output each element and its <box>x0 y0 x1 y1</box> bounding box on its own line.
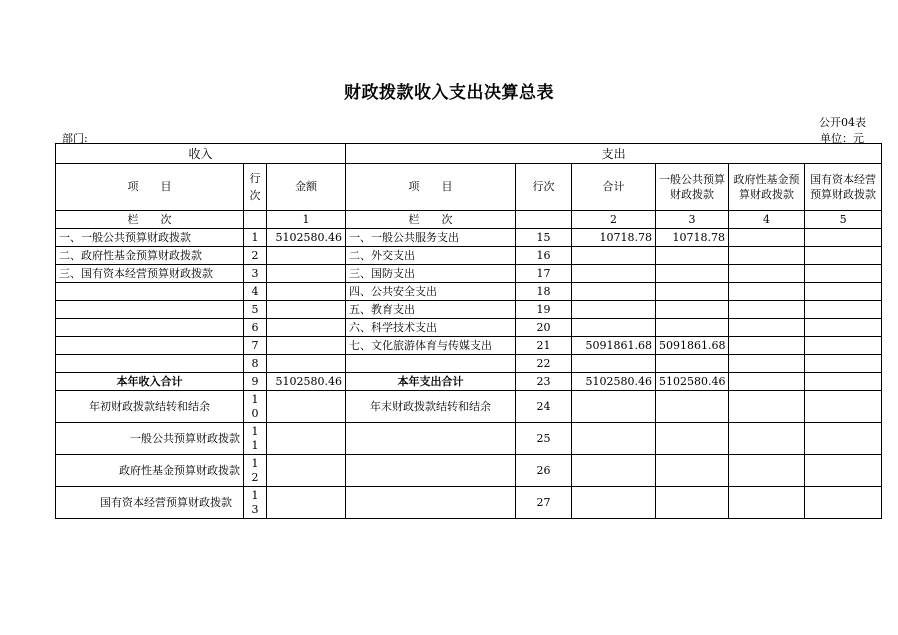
expense-item: 四、公共安全支出 <box>346 283 516 301</box>
expense-total <box>572 319 656 337</box>
expense-line-no: 16 <box>516 247 572 265</box>
form-number: 公开04表 <box>819 116 866 129</box>
income-item <box>56 319 244 337</box>
carry-income-item: 一般公共预算财政拨款 <box>56 423 244 455</box>
expense-total <box>572 283 656 301</box>
gov-fund-header: 政府性基金预算财政拨款 <box>729 164 805 211</box>
table-row <box>56 229 882 247</box>
expense-capital <box>805 301 882 319</box>
income-item <box>56 283 244 301</box>
income-item: 二、政府性基金预算财政拨款 <box>56 247 244 265</box>
carry-expense-line-no: 25 <box>516 423 572 455</box>
expense-general <box>656 355 729 373</box>
budget-table <box>55 143 882 519</box>
empty-cell <box>267 455 346 487</box>
expense-general-total: 5102580.46 <box>656 373 729 391</box>
unit-label: 单位：元 <box>820 132 864 145</box>
expense-total <box>572 301 656 319</box>
empty-cell <box>805 487 882 519</box>
expense-line-no: 19 <box>516 301 572 319</box>
expense-total: 10718.78 <box>572 229 656 247</box>
general-budget-header: 一般公共预算财政拨款 <box>656 164 729 211</box>
income-item-header: 项 目 <box>56 164 244 211</box>
income-amount <box>267 355 346 373</box>
empty-cell <box>267 391 346 423</box>
empty-cell <box>805 455 882 487</box>
carry-expense-item <box>346 423 516 455</box>
expense-general <box>656 247 729 265</box>
carry-row <box>56 455 882 487</box>
table-row <box>56 247 882 265</box>
expense-section-header: 支出 <box>346 144 882 164</box>
expense-line-no: 15 <box>516 229 572 247</box>
empty-cell <box>805 391 882 423</box>
total-header: 合计 <box>572 164 656 211</box>
income-amount <box>267 337 346 355</box>
empty-cell <box>729 373 805 391</box>
income-amount <box>267 301 346 319</box>
column-number-row <box>56 211 882 229</box>
column-label-right: 栏 次 <box>346 211 516 229</box>
expense-total <box>572 265 656 283</box>
expense-item: 二、外交支出 <box>346 247 516 265</box>
expense-general: 5091861.68 <box>656 337 729 355</box>
expense-fund <box>729 247 805 265</box>
empty-cell <box>656 423 729 455</box>
income-amount <box>267 319 346 337</box>
carry-expense-line-no: 26 <box>516 455 572 487</box>
table-row <box>56 319 882 337</box>
expense-line-no: 23 <box>516 373 572 391</box>
column-label-left: 栏 次 <box>56 211 244 229</box>
empty-cell <box>516 211 572 229</box>
income-line-no: 2 <box>244 247 267 265</box>
income-line-no: 5 <box>244 301 267 319</box>
expense-total <box>572 247 656 265</box>
carry-income-item: 政府性基金预算财政拨款 <box>56 455 244 487</box>
line-no-digit: 1 <box>251 438 259 452</box>
income-line-no: 7 <box>244 337 267 355</box>
carry-income-item: 国有资本经营预算财政拨款 <box>56 487 244 519</box>
income-item <box>56 355 244 373</box>
table-row <box>56 283 882 301</box>
income-amount <box>267 283 346 301</box>
line-no-header-text: 行 次 <box>249 172 261 202</box>
expense-capital <box>805 247 882 265</box>
expense-general <box>656 265 729 283</box>
expense-general <box>656 283 729 301</box>
expense-total-amount: 5102580.46 <box>572 373 656 391</box>
expense-fund <box>729 301 805 319</box>
carry-expense-line-no: 24 <box>516 391 572 423</box>
expense-general <box>656 301 729 319</box>
table-row <box>56 355 882 373</box>
income-line-no: 6 <box>244 319 267 337</box>
expense-fund <box>729 283 805 301</box>
line-no-digit: 3 <box>251 502 259 516</box>
section-header-row <box>56 144 882 164</box>
carry-income-line-no <box>244 455 267 487</box>
state-capital-header: 国有资本经营预算财政拨款 <box>805 164 882 211</box>
empty-cell <box>572 487 656 519</box>
income-total-label: 本年收入合计 <box>56 373 244 391</box>
income-amount: 5102580.46 <box>267 229 346 247</box>
line-no-digit: 0 <box>251 406 259 420</box>
income-line-no: 1 <box>244 229 267 247</box>
empty-cell <box>572 455 656 487</box>
income-item <box>56 301 244 319</box>
expense-line-no: 20 <box>516 319 572 337</box>
expense-general: 10718.78 <box>656 229 729 247</box>
expense-line-no-header: 行次 <box>516 164 572 211</box>
expense-item-header: 项 目 <box>346 164 516 211</box>
carry-income-line-no <box>244 391 267 423</box>
income-line-no: 4 <box>244 283 267 301</box>
income-line-no-header <box>244 164 267 211</box>
carry-row <box>56 423 882 455</box>
expense-item <box>346 355 516 373</box>
income-item: 一、一般公共预算财政拨款 <box>56 229 244 247</box>
carry-row <box>56 487 882 519</box>
empty-cell <box>267 487 346 519</box>
empty-cell <box>656 455 729 487</box>
income-line-no: 8 <box>244 355 267 373</box>
expense-line-no: 21 <box>516 337 572 355</box>
line-no-digit: 1 <box>251 488 259 502</box>
column-number-4: 4 <box>729 211 805 229</box>
income-section-header: 收入 <box>56 144 346 164</box>
expense-capital <box>805 355 882 373</box>
income-item: 三、国有资本经营预算财政拨款 <box>56 265 244 283</box>
carry-row <box>56 391 882 423</box>
empty-cell <box>729 391 805 423</box>
expense-item: 七、文化旅游体育与传媒支出 <box>346 337 516 355</box>
table-row <box>56 301 882 319</box>
expense-item: 一、一般公共服务支出 <box>346 229 516 247</box>
table-row <box>56 265 882 283</box>
expense-general <box>656 319 729 337</box>
empty-cell <box>572 391 656 423</box>
line-no-digit: 1 <box>251 456 259 470</box>
expense-item: 五、教育支出 <box>346 301 516 319</box>
expense-item: 三、国防支出 <box>346 265 516 283</box>
carry-expense-line-no: 27 <box>516 487 572 519</box>
line-no-digit: 1 <box>251 392 259 406</box>
expense-fund <box>729 337 805 355</box>
expense-capital <box>805 229 882 247</box>
department-label: 部门: <box>62 132 88 145</box>
expense-fund <box>729 355 805 373</box>
empty-cell <box>656 391 729 423</box>
income-line-no: 9 <box>244 373 267 391</box>
expense-line-no: 22 <box>516 355 572 373</box>
table-row <box>56 337 882 355</box>
expense-fund <box>729 229 805 247</box>
total-row <box>56 373 882 391</box>
expense-line-no: 18 <box>516 283 572 301</box>
line-no-digit: 2 <box>251 470 259 484</box>
expense-capital <box>805 265 882 283</box>
carry-income-line-no <box>244 423 267 455</box>
expense-fund <box>729 319 805 337</box>
empty-cell <box>729 423 805 455</box>
empty-cell <box>805 373 882 391</box>
expense-total: 5091861.68 <box>572 337 656 355</box>
income-item <box>56 337 244 355</box>
column-header-row <box>56 164 882 211</box>
income-amount <box>267 247 346 265</box>
empty-cell <box>244 211 267 229</box>
empty-cell <box>656 487 729 519</box>
expense-line-no: 17 <box>516 265 572 283</box>
carry-expense-item <box>346 455 516 487</box>
column-number-5: 5 <box>805 211 882 229</box>
expense-total-label: 本年支出合计 <box>346 373 516 391</box>
carry-expense-item <box>346 487 516 519</box>
empty-cell <box>805 423 882 455</box>
expense-capital <box>805 319 882 337</box>
expense-capital <box>805 283 882 301</box>
column-number-2: 2 <box>572 211 656 229</box>
carry-income-item: 年初财政拨款结转和结余 <box>56 391 244 423</box>
carry-income-line-no <box>244 487 267 519</box>
expense-fund <box>729 265 805 283</box>
expense-total <box>572 355 656 373</box>
empty-cell <box>267 423 346 455</box>
column-number-1: 1 <box>267 211 346 229</box>
income-total-amount: 5102580.46 <box>267 373 346 391</box>
amount-header: 金额 <box>267 164 346 211</box>
expense-item: 六、科学技术支出 <box>346 319 516 337</box>
income-amount <box>267 265 346 283</box>
empty-cell <box>572 423 656 455</box>
empty-cell <box>729 455 805 487</box>
line-no-digit: 1 <box>251 424 259 438</box>
income-line-no: 3 <box>244 265 267 283</box>
column-number-3: 3 <box>656 211 729 229</box>
expense-capital <box>805 337 882 355</box>
carry-expense-item: 年末财政拨款结转和结余 <box>346 391 516 423</box>
report-title: 财政拨款收入支出决算总表 <box>344 83 554 103</box>
empty-cell <box>729 487 805 519</box>
